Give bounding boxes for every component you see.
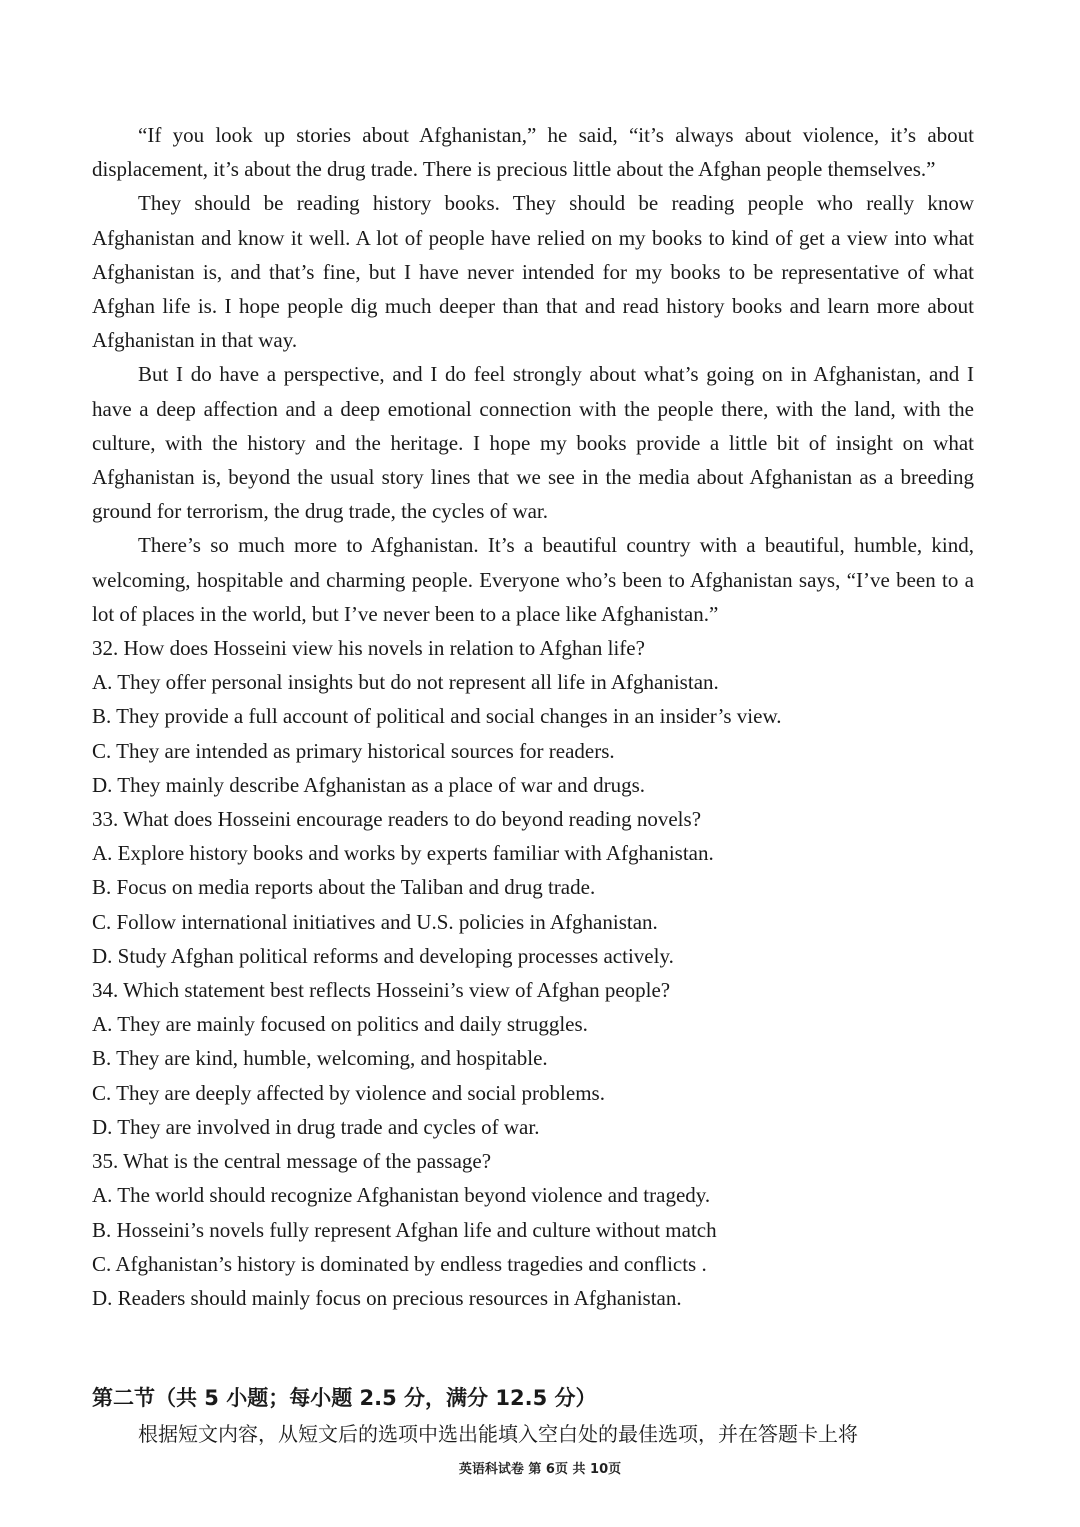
passage-paragraph: They should be reading history books. They should be reading people who really know Afghanistan and know it well. A lot of people have relied on my books to kind of get a view into what Afghanistan is, and that’s fine, but I have never intended for my books to be representative of what Afghan life is. I hope people dig much deeper than that and read history books and learn more about Afghanistan in that way. (92, 191, 974, 353)
question-stem: 32. How does Hosseini view his novels in relation to Afghan life? (92, 636, 645, 661)
option-b: B. Hosseini’s novels fully represent Afghan life and culture without match (92, 1217, 717, 1242)
question-33 (92, 802, 974, 973)
question-stem: 34. Which statement best reflects Hosseini’s view of Afghan people? (92, 978, 671, 1003)
reading-passage (92, 118, 974, 631)
exam-page (92, 118, 974, 1315)
option-a: A. The world should recognize Afghanistan beyond violence and tragedy. (92, 1183, 711, 1208)
option-d: D. Study Afghan political reforms and developing processes actively. (92, 943, 674, 968)
question-32 (92, 631, 974, 802)
option-d: D. Readers should mainly focus on precious resources in Afghanistan. (92, 1285, 682, 1310)
passage-paragraph: “If you look up stories about Afghanistan,” he said, “it’s always about violence, it’s about displacement, it’s about the drug trade. There is precious little about the Afghan people themselves.” (92, 123, 974, 182)
option-b: B. Focus on media reports about the Taliban and drug trade. (92, 875, 596, 900)
passage-paragraph: There’s so much more to Afghanistan. It’s a beautiful country with a beautiful, humble, kind, welcoming, hospitable and charming people. Everyone who’s been to Afghanistan says, “I’ve been to a lot of places in the world, but I’ve never been to a place like Afghanistan.” (92, 533, 974, 626)
option-c: C. Follow international initiatives and U.S. policies in Afghanistan. (92, 909, 658, 934)
option-a: A. Explore history books and works by experts familiar with Afghanistan. (92, 841, 714, 866)
option-a: A. They offer personal insights but do not represent all life in Afghanistan. (92, 670, 719, 695)
passage-paragraph: But I do have a perspective, and I do feel strongly about what’s going on in Afghanistan, and I have a deep affection and a deep emotional connection with the people there, with the land, with the culture, with the history and the heritage. I hope my books provide a little bit of insight on what Afghanistan is, beyond the usual story lines that we see in the media about Afghanistan as a breeding ground for terrorism, the drug trade, the cycles of war. (92, 362, 974, 524)
option-d: D. They mainly describe Afghanistan as a place of war and drugs. (92, 772, 646, 797)
question-stem: 33. What does Hosseini encourage readers to do beyond reading novels? (92, 807, 702, 832)
question-35 (92, 1144, 974, 1315)
option-b: B. They provide a full account of political and social changes in an insider’s view. (92, 704, 782, 729)
option-d: D. They are involved in drug trade and cycles of war. (92, 1114, 540, 1139)
page-footer: 英语科试卷 第 6页 共 10页 (458, 1462, 622, 1477)
section-heading: 第二节（共 5 小题；每小题 2.5 分，满分 12.5 分） (92, 1386, 597, 1410)
option-c: C. They are deeply affected by violence and social problems. (92, 1080, 605, 1105)
option-c: C. Afghanistan’s history is dominated by endless tragedies and conflicts . (92, 1251, 707, 1276)
option-a: A. They are mainly focused on politics and daily struggles. (92, 1012, 588, 1037)
option-b: B. They are kind, humble, welcoming, and hospitable. (92, 1046, 548, 1071)
question-stem: 35. What is the central message of the passage? (92, 1149, 492, 1174)
question-34 (92, 973, 974, 1144)
option-c: C. They are intended as primary historical sources for readers. (92, 738, 615, 763)
section-instruction: 根据短文内容，从短文后的选项中选出能填入空白处的最佳选项，并在答题卡上将 (138, 1422, 858, 1446)
